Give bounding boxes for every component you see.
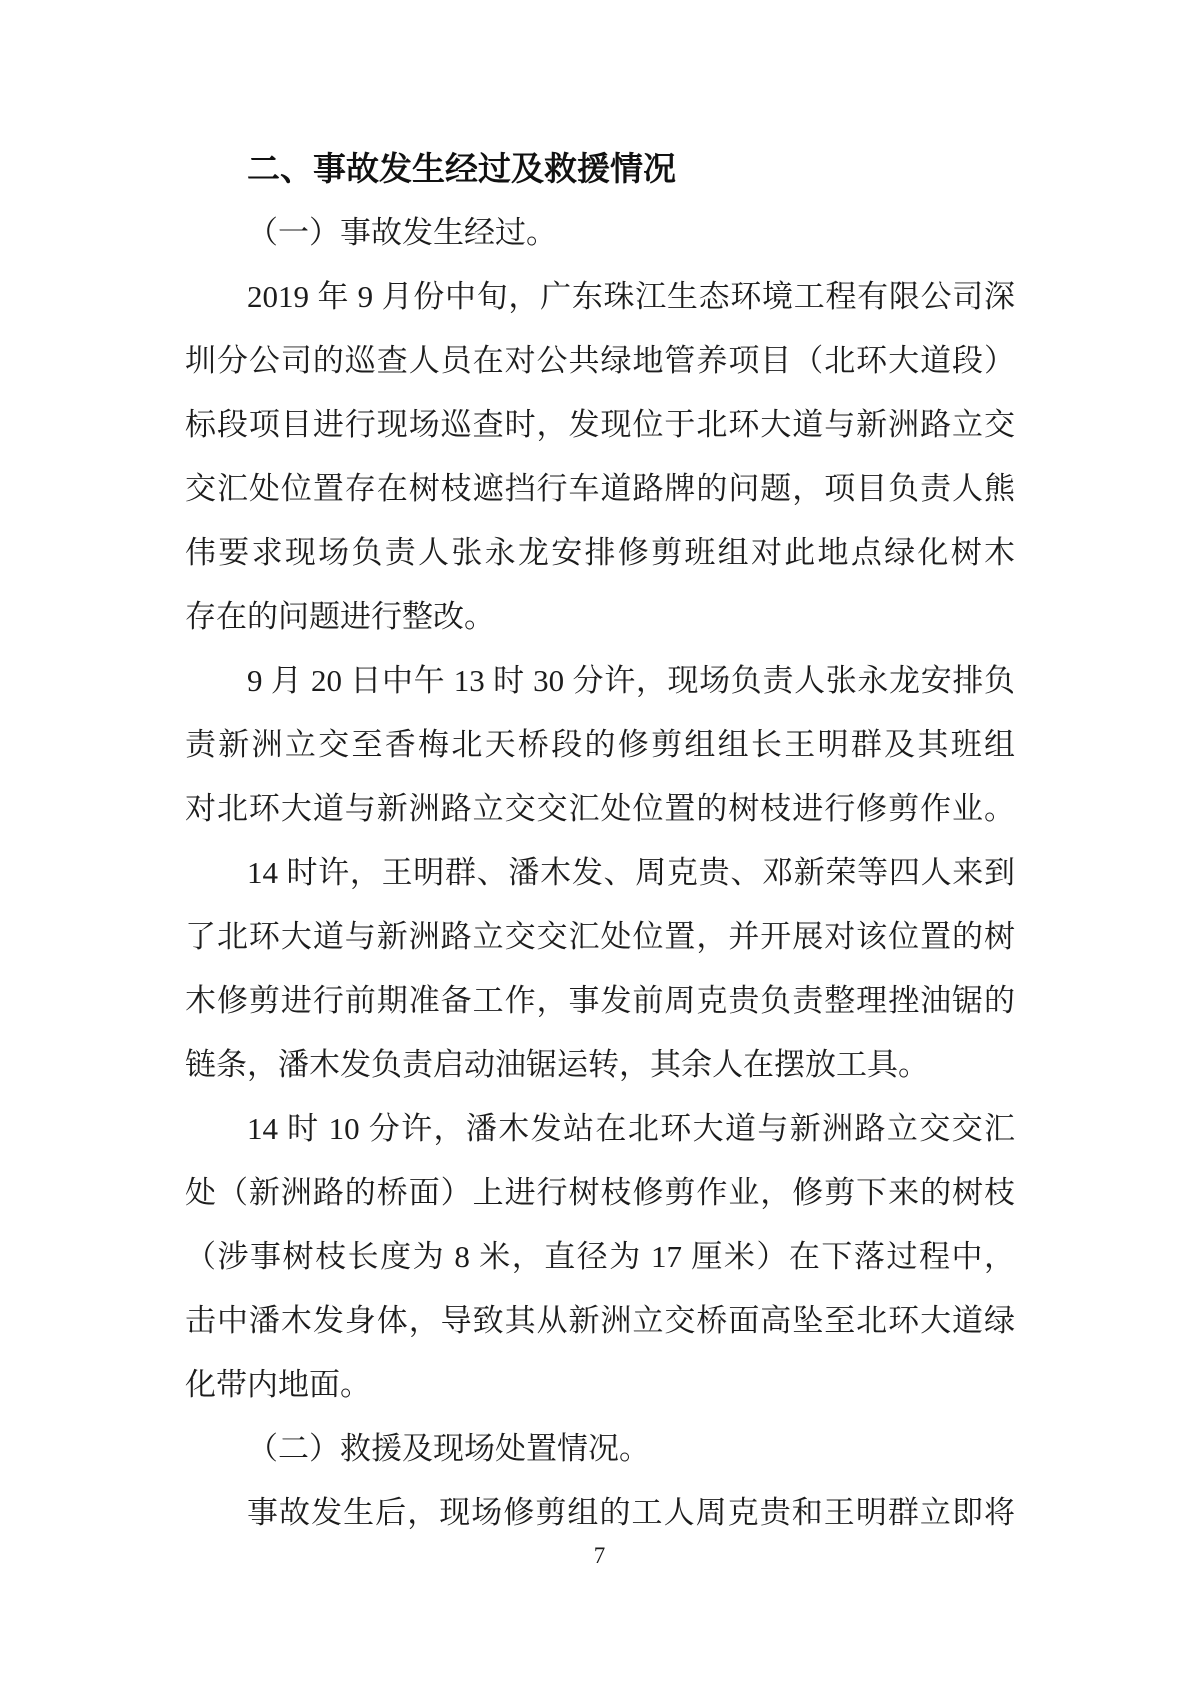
text-block [185, 137, 1015, 1545]
paragraph-line: 对北环大道与新洲路立交交汇处位置的树枝进行修剪作业。 [185, 791, 1015, 826]
paragraph-line: 9 月 20 日中午 13 时 30 分许，现场负责人张永龙安排负 [247, 663, 1015, 698]
paragraph-line: 木修剪进行前期准备工作，事发前周克贵负责整理挫油锯的 [185, 983, 1015, 1018]
paragraph-line: 14 时许，王明群、潘木发、周克贵、邓新荣等四人来到 [247, 855, 1015, 890]
paragraph-line: 圳分公司的巡查人员在对公共绿地管养项目（北环大道段） [185, 343, 1015, 378]
sub-heading-2: （二）救援及现场处置情况。 [247, 1431, 650, 1466]
paragraph-line: 责新洲立交至香梅北天桥段的修剪组组长王明群及其班组 [185, 727, 1015, 762]
paragraph-line: 击中潘木发身体，导致其从新洲立交桥面高坠至北环大道绿 [185, 1303, 1015, 1338]
paragraph-line: 处（新洲路的桥面）上进行树枝修剪作业，修剪下来的树枝 [185, 1175, 1015, 1210]
paragraph-line: 化带内地面。 [185, 1367, 371, 1402]
paragraph-line: 链条，潘木发负责启动油锯运转，其余人在摆放工具。 [185, 1047, 929, 1082]
paragraph-line: 事故发生后，现场修剪组的工人周克贵和王明群立即将 [247, 1495, 1015, 1530]
page-number: 7 [593, 1543, 606, 1568]
sub-heading-1: （一）事故发生经过。 [247, 215, 557, 250]
paragraph-line: 交汇处位置存在树枝遮挡行车道路牌的问题，项目负责人熊 [185, 471, 1015, 506]
paragraph-line: （涉事树枝长度为 8 米，直径为 17 厘米）在下落过程中， [185, 1239, 1015, 1274]
paragraph-line: 了北环大道与新洲路立交交汇处位置，并开展对该位置的树 [185, 919, 1015, 954]
section-heading: 二、事故发生经过及救援情况 [247, 150, 676, 187]
paragraph-line: 14 时 10 分许，潘木发站在北环大道与新洲路立交交汇 [247, 1111, 1015, 1146]
paragraph-line: 存在的问题进行整改。 [185, 599, 495, 634]
paragraph-line: 伟要求现场负责人张永龙安排修剪班组对此地点绿化树木 [185, 535, 1015, 570]
paragraph-line: 标段项目进行现场巡查时，发现位于北环大道与新洲路立交 [185, 407, 1015, 442]
paragraph-line: 2019 年 9 月份中旬，广东珠江生态环境工程有限公司深 [247, 279, 1015, 314]
